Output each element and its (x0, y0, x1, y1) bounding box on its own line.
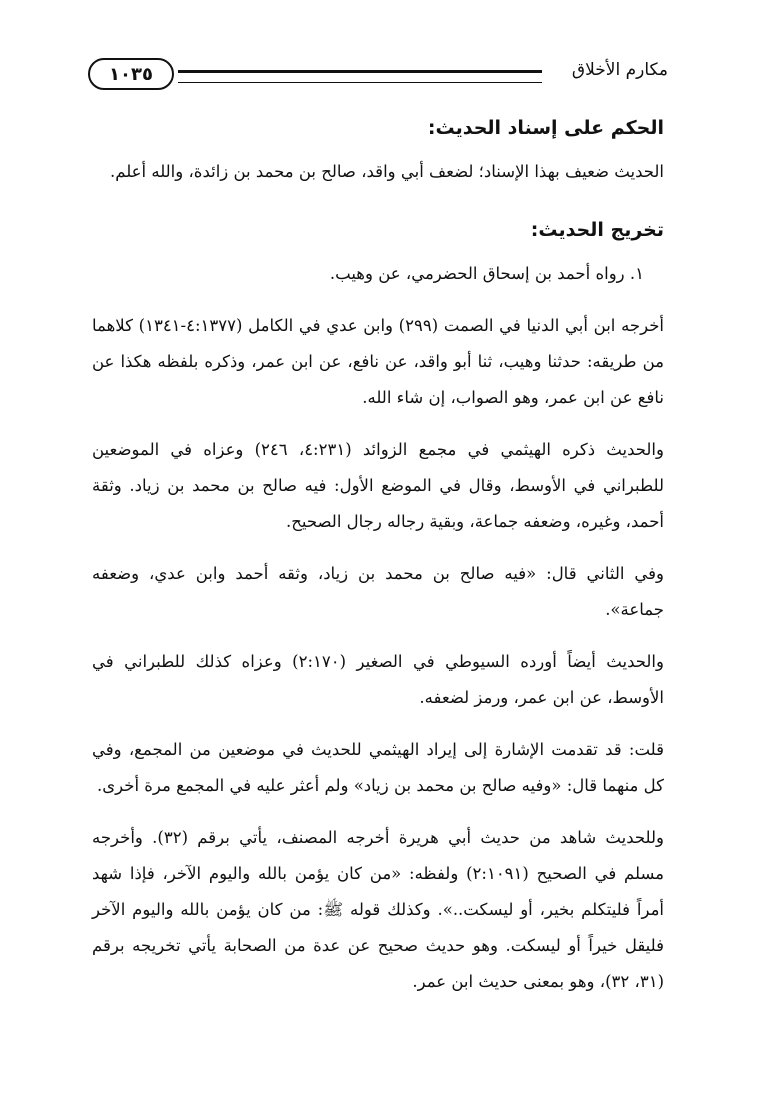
hukm-paragraph: الحديث ضعيف بهذا الإسناد؛ لضعف أبي واقد، صالح بن محمد بن زائدة، والله أعلم. (109, 162, 664, 181)
running-title: مكارم الأخلاق (571, 60, 668, 80)
paragraph-1: أخرجه ابن أبي الدنيا في الصمت (٢٩٩) وابن عدي في الكامل (٤:١٣٧٧-١٣٤١) كلاهما من طريقه: حدثنا وهيب، ثنا أبو واقد، عن نافع، عن ابن عمر، وذكره بلفظه هكذا عن نافع عن ابن عمر، وهو الصواب، إن شاء الله. (92, 316, 664, 407)
paragraph-4: والحديث أيضاً أورده السيوطي في الصغير (٢:١٧٠) وعزاه كذلك للطبراني في الأوسط، عن ابن عمر، ورمز لضعفه. (92, 652, 664, 707)
paragraph-5: قلت: قد تقدمت الإشارة إلى إيراد الهيثمي للحديث في موضعين من المجمع، وفي كل منهما قال: «وفيه صالح بن محمد بن زياد» ولم أعثر عليه في المجمع مرة أخرى. (92, 740, 664, 795)
paragraph-3: وفي الثاني قال: «فيه صالح بن محمد بن زياد، وثقه أحمد وابن عدي، وضعفه جماعة». (92, 564, 664, 619)
hukm-heading: الحكم على إسناد الحديث: (427, 117, 664, 139)
takhrij-item-1: ١. رواه أحمد بن إسحاق الحضرمي، عن وهيب. (329, 264, 644, 283)
paragraph-2: والحديث ذكره الهيثمي في مجمع الزوائد (٤:٢٣١، ٢٤٦) وعزاه في الموضعين للطبراني في الأوسط، وقال في الموضع الأول: فيه صالح بن محمد بن زياد. وثقة أحمد، وغيره، وضعفه جماعة، وبقية رجاله رجال الصحيح. (92, 440, 664, 531)
page-content (92, 110, 664, 1000)
page-number: ١٠٣٥ (88, 58, 174, 90)
takhrij-heading: تخريج الحديث: (530, 219, 664, 241)
header-rule (178, 70, 542, 83)
paragraph-6: وللحديث شاهد من حديث أبي هريرة أخرجه المصنف، يأتي برقم (٣٢). وأخرجه مسلم في الصحيح (٢:١٠٩١) ولفظه: «من كان يؤمن بالله واليوم الآخر، فإذا شهد أمراً فليتكلم بخير، أو ليسكت..». وكذلك قوله ﷺ: من كان يؤمن بالله واليوم الآخر فليقل خيراً أو ليسكت. وهو حديث صحيح عن عدة من الصحابة يأتي تخريجه برقم (٣١، ٣٢)، وهو بمعنى حديث ابن عمر. (92, 828, 665, 991)
page-header (88, 58, 668, 94)
